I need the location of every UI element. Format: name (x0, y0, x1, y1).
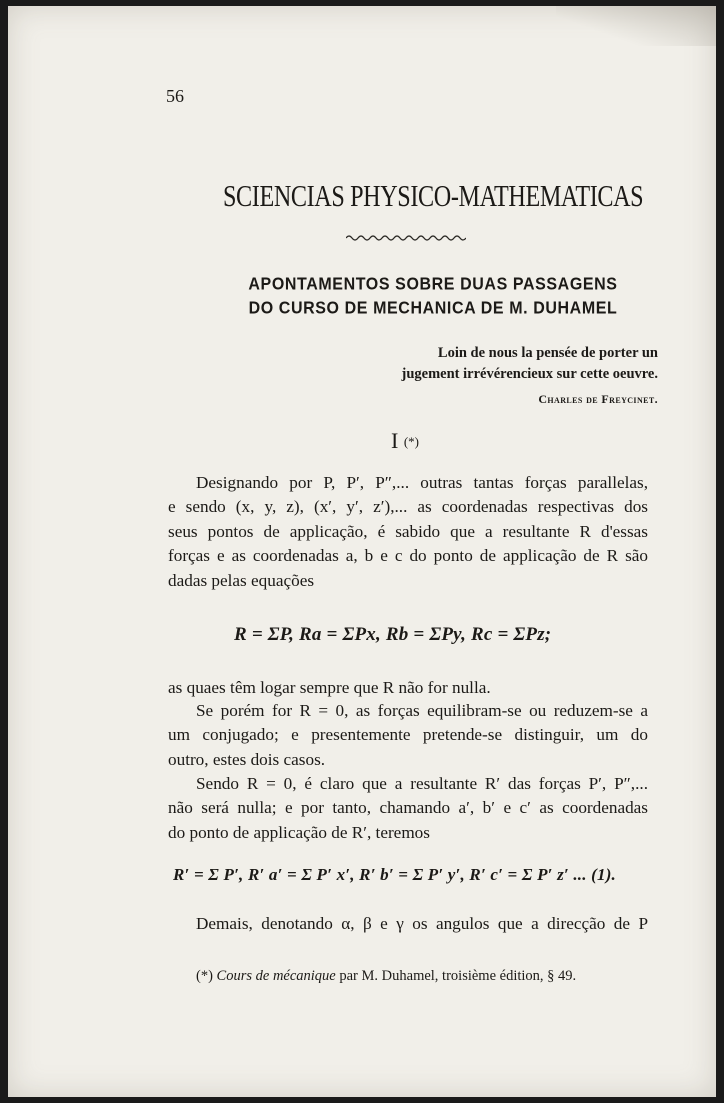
text-line: Sendo R = 0, é claro que a resultante R′ das forças P′, P″,... (196, 774, 648, 793)
article-title-line-1: APONTAMENTOS SOBRE DUAS PASSAGENS (248, 275, 618, 294)
equation-2: R′ = Σ P′, R′ a′ = Σ P′ x′, R′ b′ = Σ P′ y′, R′ c′ = Σ P′ z′ ... (1). (173, 865, 617, 884)
section-number (391, 428, 419, 454)
footnote-work-title: Cours de mécanique (216, 968, 336, 984)
footnote-reference: (*) (403, 434, 419, 449)
footnote-mark: (*) (196, 968, 213, 984)
footnote-text: par M. Duhamel, troisième édition, § 49. (339, 968, 577, 984)
text-line: forças e as coordenadas a, b e c do ponto de applicação de R são (168, 546, 648, 566)
article-title-line-2: DO CURSO DE MECHANICA DE M. DUHAMEL (248, 299, 618, 318)
footnote (196, 968, 576, 985)
text-line: outro, estes dois casos. (168, 749, 326, 769)
book-page (8, 6, 716, 1097)
text-line: dadas pelas equações (168, 570, 315, 590)
text-line: não será nulla; e por tanto, chamando a′, b′ e c′ as coordenadas (168, 798, 648, 818)
paragraph-2 (168, 676, 648, 700)
text-line: as quaes têm logar sempre que R não for nulla. (168, 678, 491, 697)
text-line: Se porém for R = 0, as forças equilibram-se ou reduzem-se a (196, 701, 648, 720)
page-corner-shadow (556, 6, 716, 46)
text-line: seus pontos de applicação, é sabido que a resultante R d'essas (168, 521, 648, 541)
text-line: e sendo (x, y, z), (x′, y′, z′),... as coordenadas respectivas dos (168, 497, 648, 517)
page-number: 56 (166, 86, 184, 106)
epigraph-author: Charles de Freycinet. (538, 392, 658, 406)
text-line: um conjugado; e presentemente pretende-se distinguir, um do (168, 725, 648, 745)
text-line: Designando por P, P′, P″,... outras tantas forças parallelas, (196, 473, 648, 492)
epigraph-line-2: jugement irrévérencieux sur cette oeuvre. (401, 366, 658, 382)
text-line: do ponto de applicação de R′, teremos (168, 822, 430, 842)
epigraph-line-1: Loin de nous la pensée de porter un (437, 345, 658, 361)
section-heading: SCIENCIAS PHYSICO-MATHEMATICAS (223, 178, 644, 213)
wavy-rule (346, 234, 466, 242)
paragraph-1 (168, 471, 648, 593)
paragraph-5 (168, 912, 648, 936)
paragraph-4 (168, 772, 648, 845)
section-numeral: I (391, 428, 399, 453)
paragraph-3 (168, 699, 648, 772)
text-line: Demais, denotando α, β e γ os angulos que a direcção de P (196, 914, 648, 933)
equation-1: R = ΣP, Ra = ΣPx, Rb = ΣPy, Rc = ΣPz; (234, 624, 552, 645)
